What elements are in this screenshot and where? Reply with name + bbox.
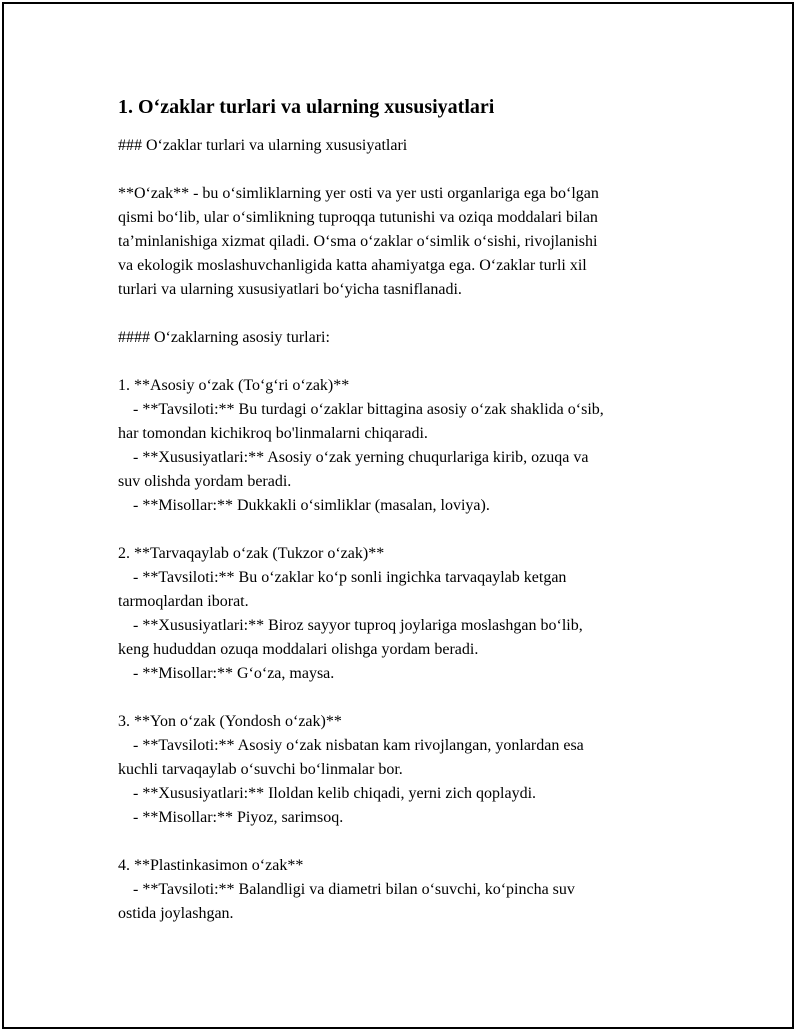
list-subitem-line: - **Xususiyatlari:** Iloldan kelib chiqadi, yerni zich qoplaydi. <box>133 785 537 802</box>
paragraph-line: qismi bo‘lib, ular o‘simlikning tuproqqa tutunishi va oziqa moddalari bilan <box>118 209 598 226</box>
paragraph-line: turlari va ularning xususiyatlari bo‘yicha tasniflanadi. <box>118 281 462 298</box>
list-subitem-continuation: ostida joylashgan. <box>118 905 234 922</box>
list-item-heading: 3. **Yon o‘zak (Yondosh o‘zak)** <box>118 713 342 730</box>
section-heading-line: #### O‘zaklarning asosiy turlari: <box>118 329 330 346</box>
list-subitem-line: - **Tavsiloti:** Balandligi va diametri bilan o‘suvchi, ko‘pincha suv <box>133 881 575 898</box>
list-subitem-line: - **Tavsiloti:** Bu o‘zaklar ko‘p sonli ingichka tarvaqaylab ketgan <box>133 569 567 586</box>
markdown-heading-line: ### O‘zaklar turlari va ularning xususiyatlari <box>118 137 408 154</box>
list-subitem-line: - **Misollar:** Piyoz, sarimsoq. <box>133 809 344 826</box>
list-item-heading: 4. **Plastinkasimon o‘zak** <box>118 857 304 874</box>
list-subitem-continuation: suv olishda yordam beradi. <box>118 473 292 490</box>
blank-line <box>118 158 718 182</box>
list-subitem-line: - **Tavsiloti:** Asosiy o‘zak nisbatan kam rivojlangan, yonlardan esa <box>133 737 584 754</box>
paragraph-line: **O‘zak** - bu o‘simliklarning yer osti va yer usti organlariga ega bo‘lgan <box>118 185 599 202</box>
list-subitem-line: - **Tavsiloti:** Bu turdagi o‘zaklar bittagina asosiy o‘zak shaklida o‘sib, <box>133 401 604 418</box>
blank-line <box>118 686 718 710</box>
blank-line <box>118 350 718 374</box>
list-subitem-line: - **Xususiyatlari:** Asosiy o‘zak yerning chuqurlariga kirib, ozuqa va <box>133 449 589 466</box>
document-body <box>118 94 718 926</box>
list-subitem-line: - **Misollar:** G‘o‘za, maysa. <box>133 665 335 682</box>
list-subitem-line: - **Xususiyatlari:** Biroz sayyor tuproq joylariga moslashgan bo‘lib, <box>133 617 583 634</box>
blank-line <box>118 830 718 854</box>
document-title: 1. O‘zaklar turlari va ularning xususiyatlari <box>118 96 495 118</box>
list-subitem-continuation: tarmoqlardan iborat. <box>118 593 249 610</box>
list-subitem-continuation: keng hududdan ozuqa moddalari olishga yordam beradi. <box>118 641 479 658</box>
list-item-heading: 1. **Asosiy o‘zak (To‘g‘ri o‘zak)** <box>118 377 350 394</box>
paragraph-line: ta’minlanishiga xizmat qiladi. O‘sma o‘zaklar o‘simlik o‘sishi, rivojlanishi <box>118 233 598 250</box>
list-subitem-line: - **Misollar:** Dukkakli o‘simliklar (masalan, loviya). <box>133 497 490 514</box>
list-subitem-continuation: kuchli tarvaqaylab o‘suvchi bo‘linmalar bor. <box>118 761 403 778</box>
paragraph-line: va ekologik moslashuvchanligida katta ahamiyatga ega. O‘zaklar turli xil <box>118 257 587 274</box>
blank-line <box>118 518 718 542</box>
list-item-heading: 2. **Tarvaqaylab o‘zak (Tukzor o‘zak)** <box>118 545 385 562</box>
blank-line <box>118 302 718 326</box>
list-subitem-continuation: har tomondan kichikroq bo'linmalarni chiqaradi. <box>118 425 428 442</box>
